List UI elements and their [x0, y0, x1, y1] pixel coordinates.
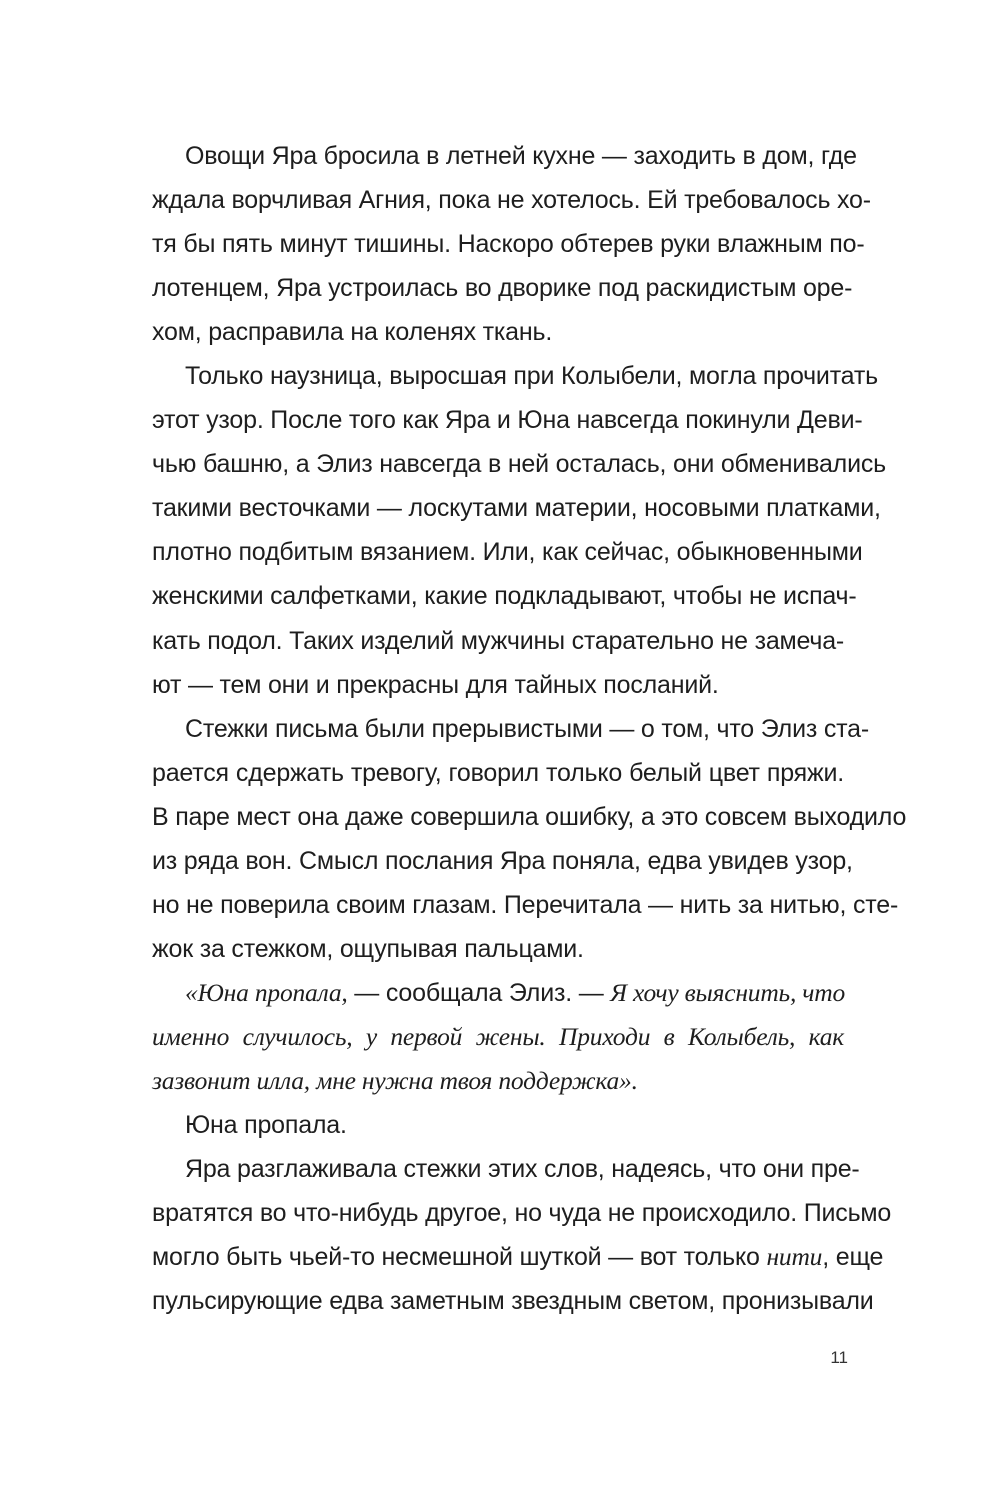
text-line: рается сдержать тревогу, говорил только белый цвет пряжи. [152, 758, 844, 787]
text-span: могло быть чьей-то несмешной шуткой — вот только [152, 1243, 767, 1272]
text-line: такими весточками — лоскутами материи, носовыми платками, [152, 494, 881, 523]
text-line: лотенцем, Яра устроилась во дворике под раскидистым оре- [152, 274, 853, 303]
text-line [152, 971, 844, 1015]
text-line: В паре мест она даже совершила ошибку, а это совсем выходило [152, 802, 907, 831]
text-line: Юна пропала. [185, 1111, 347, 1140]
quote-italic: Я хочу выяснить, что [610, 977, 846, 1007]
quote-italic: «Юна пропала, [185, 977, 348, 1007]
page-number: 11 [830, 1348, 848, 1367]
paragraph-4-letter-quote [152, 971, 844, 1103]
text-line: Стежки письма были прерывистыми — о том, что Элиз ста- [185, 714, 869, 743]
text-line: жок за стежком, ощупывая пальцами. [152, 934, 584, 963]
paragraph-3 [152, 707, 907, 971]
text-line: но не поверила своим глазам. Перечитала — нить за нитью, сте- [152, 890, 899, 919]
text-line: именно случилось, у первой жены. Приходи в Колыбель, как [152, 1021, 844, 1051]
text-line: ют — тем они и прекрасны для тайных посланий. [152, 670, 719, 699]
text-line: Только наузница, выросшая при Колыбели, могла прочитать [185, 362, 878, 391]
text-line: кать подол. Таких изделий мужчины старательно не замеча- [152, 626, 845, 655]
text-line: плотно подбитым вязанием. Или, как сейчас, обыкновенными [152, 538, 863, 567]
text-line: этот узор. После того как Яра и Юна навсегда покинули Деви- [152, 406, 863, 435]
emphasis-italic: нити [766, 1242, 823, 1272]
text-line: пульсирующие едва заметным звездным светом, пронизывали [152, 1287, 874, 1316]
text-span: , еще [822, 1243, 884, 1272]
paragraph-1 [152, 134, 871, 354]
text-line: чью башню, а Элиз навсегда в ней осталась, они обменивались [152, 450, 886, 479]
text-line [152, 1235, 884, 1279]
text-line: зазвонит илла, мне нужна твоя поддержка». [152, 1065, 638, 1095]
paragraph-2 [152, 354, 886, 706]
text-line: ждала ворчливая Агния, пока не хотелось. Ей требовалось хо- [152, 186, 871, 215]
text-line: тя бы пять минут тишины. Наскоро обтерев руки влажным по- [152, 230, 865, 259]
text-line: женскими салфетками, какие подкладывают, чтобы не испач- [152, 582, 857, 611]
text-line: вратятся во что-нибудь другое, но чуда не происходило. Письмо [152, 1199, 892, 1228]
paragraph-6 [152, 1147, 892, 1323]
text-line: хом, расправила на коленях ткань. [152, 318, 553, 347]
text-line: Яра разглаживала стежки этих слов, надеясь, что они пре- [185, 1155, 860, 1184]
text-line: Овощи Яра бросила в летней кухне — заходить в дом, где [185, 142, 857, 170]
quote-attribution: — сообщала Элиз. — [347, 978, 611, 1007]
body-text [152, 134, 907, 1323]
text-line: из ряда вон. Смысл послания Яра поняла, едва увидев узор, [152, 846, 853, 875]
paragraph-5 [152, 1103, 844, 1147]
